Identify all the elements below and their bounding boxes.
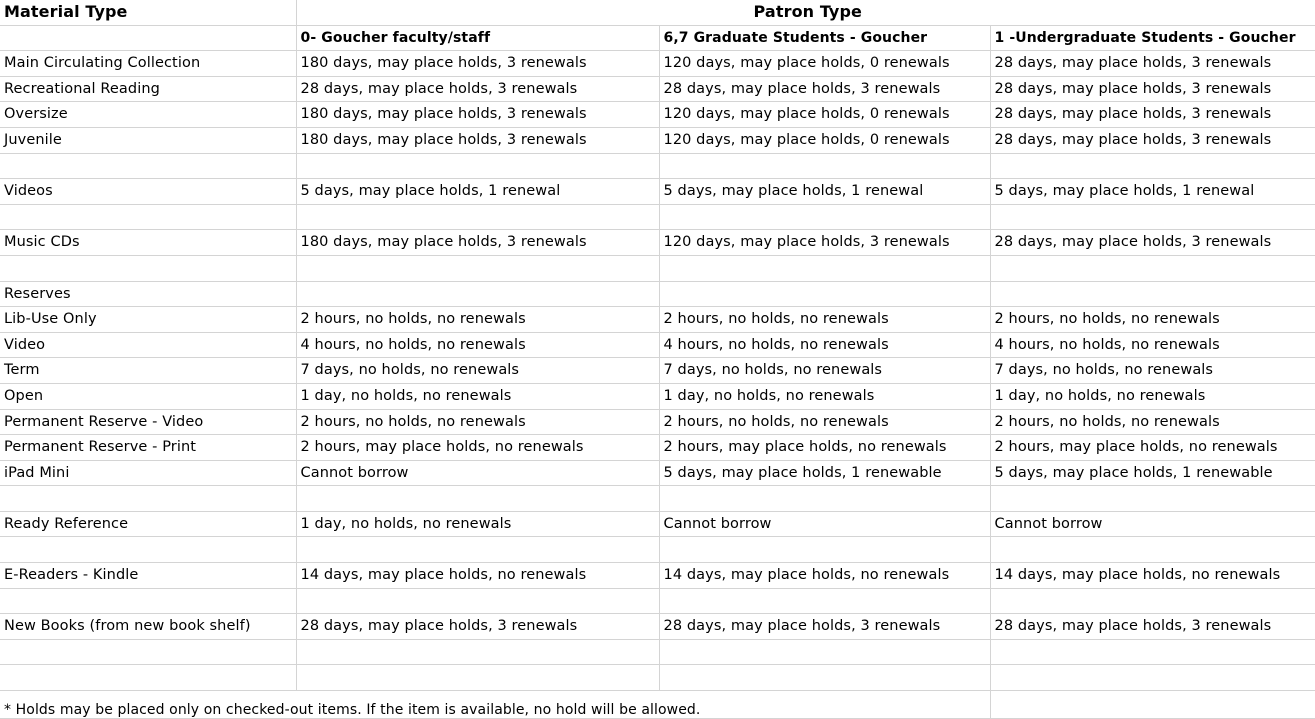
faculty-policy-cell: 28 days, may place holds, 3 renewals [296,76,659,102]
faculty-policy-cell [296,204,659,230]
table-row [0,588,1315,614]
patron-column-faculty: 0- Goucher faculty/staff [296,25,659,51]
graduate-policy-cell: 2 hours, no holds, no renewals [659,409,990,435]
material-type-cell: Video [0,332,296,358]
faculty-policy-cell [296,665,659,691]
faculty-policy-cell: 4 hours, no holds, no renewals [296,332,659,358]
undergraduate-policy-cell [990,588,1315,614]
graduate-policy-cell [659,281,990,307]
graduate-policy-cell [659,204,990,230]
undergraduate-policy-cell: 28 days, may place holds, 3 renewals [990,230,1315,256]
material-type-cell [0,204,296,230]
undergraduate-policy-cell [990,255,1315,281]
undergraduate-policy-cell: 28 days, may place holds, 3 renewals [990,614,1315,640]
faculty-policy-cell: 180 days, may place holds, 3 renewals [296,230,659,256]
graduate-policy-cell [659,639,990,665]
table-row [0,204,1315,230]
table-row [0,537,1315,563]
undergraduate-policy-cell: 28 days, may place holds, 3 renewals [990,51,1315,77]
undergraduate-policy-cell: 2 hours, no holds, no renewals [990,307,1315,333]
undergraduate-policy-cell [990,204,1315,230]
faculty-policy-cell: 1 day, no holds, no renewals [296,383,659,409]
faculty-policy-cell: 28 days, may place holds, 3 renewals [296,614,659,640]
footnote-row [0,691,1315,719]
graduate-policy-cell: 28 days, may place holds, 3 renewals [659,614,990,640]
material-type-cell [0,639,296,665]
faculty-policy-cell: 180 days, may place holds, 3 renewals [296,51,659,77]
patron-column-undergraduate: 1 -Undergraduate Students - Goucher [990,25,1315,51]
table-row [0,179,1315,205]
graduate-policy-cell: 120 days, may place holds, 0 renewals [659,51,990,77]
patron-columns-row [0,25,1315,51]
material-type-cell: iPad Mini [0,460,296,486]
undergraduate-policy-cell: 1 day, no holds, no renewals [990,383,1315,409]
faculty-policy-cell: 5 days, may place holds, 1 renewal [296,179,659,205]
graduate-policy-cell: 2 hours, may place holds, no renewals [659,435,990,461]
faculty-policy-cell [296,255,659,281]
faculty-policy-cell [296,153,659,179]
graduate-policy-cell: 120 days, may place holds, 0 renewals [659,102,990,128]
graduate-policy-cell: 14 days, may place holds, no renewals [659,563,990,589]
material-type-cell [0,537,296,563]
table-row [0,51,1315,77]
table-row [0,639,1315,665]
undergraduate-policy-cell: 28 days, may place holds, 3 renewals [990,76,1315,102]
table-row [0,383,1315,409]
material-type-cell: Main Circulating Collection [0,51,296,77]
faculty-policy-cell: 2 hours, no holds, no renewals [296,307,659,333]
undergraduate-policy-cell [990,665,1315,691]
patron-column-graduate: 6,7 Graduate Students - Goucher [659,25,990,51]
material-type-cell [0,665,296,691]
undergraduate-policy-cell: 5 days, may place holds, 1 renewable [990,460,1315,486]
undergraduate-policy-cell: Cannot borrow [990,511,1315,537]
faculty-policy-cell: 14 days, may place holds, no renewals [296,563,659,589]
undergraduate-policy-cell: 2 hours, no holds, no renewals [990,409,1315,435]
undergraduate-policy-cell: 28 days, may place holds, 3 renewals [990,102,1315,128]
patron-type-heading: Patron Type [296,0,1315,25]
material-type-cell: New Books (from new book shelf) [0,614,296,640]
material-type-cell [0,588,296,614]
undergraduate-policy-cell: 5 days, may place holds, 1 renewal [990,179,1315,205]
table-row [0,76,1315,102]
undergraduate-policy-cell: 28 days, may place holds, 3 renewals [990,127,1315,153]
graduate-policy-cell: 5 days, may place holds, 1 renewal [659,179,990,205]
faculty-policy-cell: 1 day, no holds, no renewals [296,511,659,537]
undergraduate-policy-cell [990,486,1315,512]
material-type-cell: Lib-Use Only [0,307,296,333]
graduate-policy-cell: 120 days, may place holds, 3 renewals [659,230,990,256]
graduate-policy-cell: 5 days, may place holds, 1 renewable [659,460,990,486]
footnote: * Holds may be placed only on checked-out items. If the item is available, no hold will be allowed. [0,691,990,719]
graduate-policy-cell [659,537,990,563]
table-row [0,153,1315,179]
table-row [0,332,1315,358]
material-type-cell: Ready Reference [0,511,296,537]
faculty-policy-cell: 2 hours, no holds, no renewals [296,409,659,435]
table-row [0,307,1315,333]
undergraduate-policy-cell [990,281,1315,307]
graduate-policy-cell: Cannot borrow [659,511,990,537]
table-row [0,230,1315,256]
faculty-policy-cell: 180 days, may place holds, 3 renewals [296,127,659,153]
table-row [0,435,1315,461]
graduate-policy-cell [659,486,990,512]
material-type-cell [0,486,296,512]
table-row [0,127,1315,153]
undergraduate-policy-cell [990,639,1315,665]
graduate-policy-cell: 2 hours, no holds, no renewals [659,307,990,333]
material-type-cell [0,153,296,179]
undergraduate-policy-cell: 4 hours, no holds, no renewals [990,332,1315,358]
undergraduate-policy-cell [990,537,1315,563]
undergraduate-policy-cell: 14 days, may place holds, no renewals [990,563,1315,589]
graduate-policy-cell: 7 days, no holds, no renewals [659,358,990,384]
faculty-policy-cell [296,537,659,563]
empty-cell [0,25,296,51]
table-row [0,665,1315,691]
faculty-policy-cell: 180 days, may place holds, 3 renewals [296,102,659,128]
material-type-cell: E-Readers - Kindle [0,563,296,589]
material-type-cell: Music CDs [0,230,296,256]
table-row [0,486,1315,512]
table-row [0,409,1315,435]
graduate-policy-cell [659,588,990,614]
faculty-policy-cell [296,639,659,665]
material-type-cell: Permanent Reserve - Print [0,435,296,461]
material-type-heading: Material Type [0,0,296,25]
undergraduate-policy-cell: 7 days, no holds, no renewals [990,358,1315,384]
table-row [0,102,1315,128]
material-type-cell: Videos [0,179,296,205]
graduate-policy-cell [659,665,990,691]
graduate-policy-cell: 1 day, no holds, no renewals [659,383,990,409]
table-row [0,563,1315,589]
graduate-policy-cell [659,153,990,179]
table-row [0,255,1315,281]
empty-cell [990,691,1315,719]
material-type-cell: Permanent Reserve - Video [0,409,296,435]
table-row [0,460,1315,486]
material-type-cell: Juvenile [0,127,296,153]
material-type-cell: Oversize [0,102,296,128]
table-row [0,511,1315,537]
faculty-policy-cell [296,588,659,614]
graduate-policy-cell: 120 days, may place holds, 0 renewals [659,127,990,153]
title-row [0,0,1315,25]
material-type-cell: Recreational Reading [0,76,296,102]
table-row [0,614,1315,640]
material-type-cell: Open [0,383,296,409]
faculty-policy-cell: 2 hours, may place holds, no renewals [296,435,659,461]
table-row [0,358,1315,384]
faculty-policy-cell: 7 days, no holds, no renewals [296,358,659,384]
material-type-cell: Reserves [0,281,296,307]
undergraduate-policy-cell: 2 hours, may place holds, no renewals [990,435,1315,461]
faculty-policy-cell [296,486,659,512]
undergraduate-policy-cell [990,153,1315,179]
faculty-policy-cell [296,281,659,307]
material-type-cell [0,255,296,281]
graduate-policy-cell: 4 hours, no holds, no renewals [659,332,990,358]
faculty-policy-cell: Cannot borrow [296,460,659,486]
material-type-cell: Term [0,358,296,384]
graduate-policy-cell: 28 days, may place holds, 3 renewals [659,76,990,102]
graduate-policy-cell [659,255,990,281]
table-row [0,281,1315,307]
